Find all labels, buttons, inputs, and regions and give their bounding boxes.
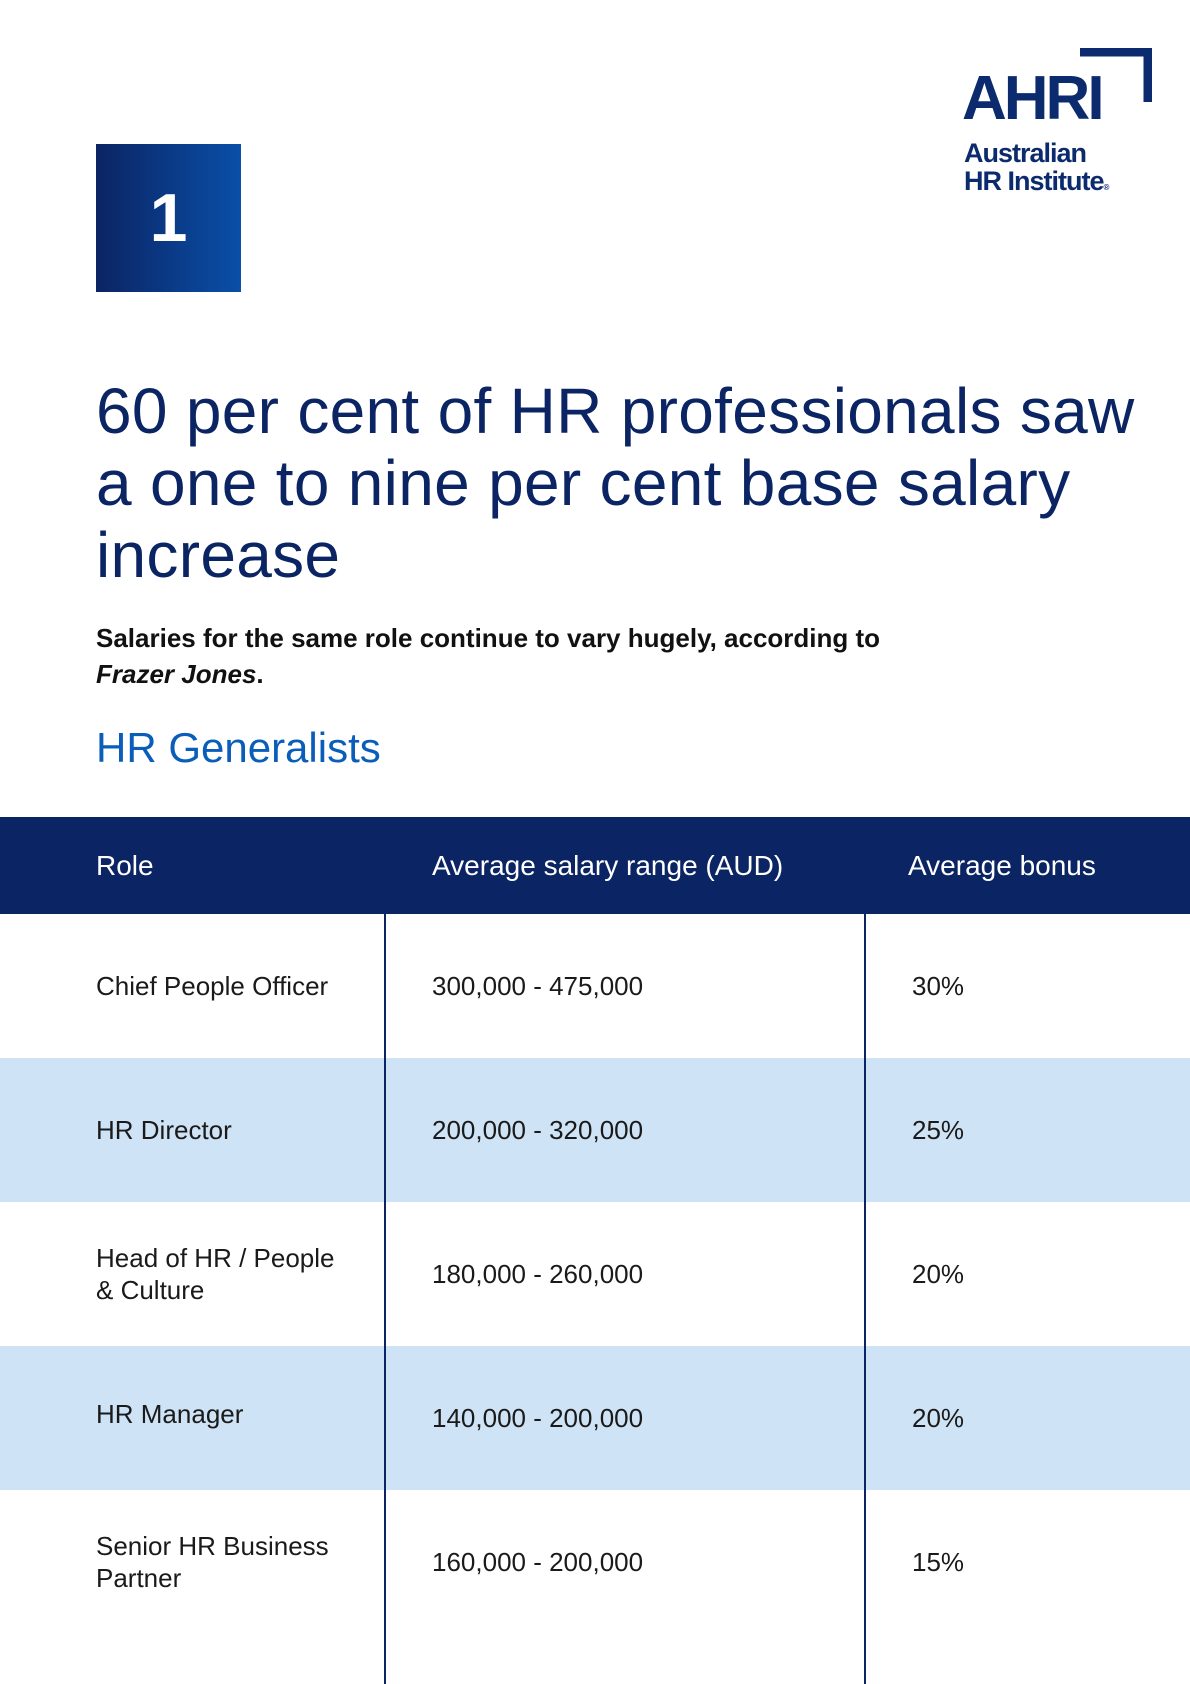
cell-salary: 300,000 - 475,000: [432, 971, 644, 1001]
cell-role: HR Manager: [96, 1399, 244, 1429]
header-role: Role: [96, 849, 154, 881]
source-name: Frazer Jones: [96, 659, 257, 689]
cell-salary: 140,000 - 200,000: [432, 1403, 644, 1433]
cell-bonus: 25%: [912, 1115, 965, 1145]
column-divider: [864, 817, 866, 1684]
section-number-box: [96, 144, 241, 292]
table-row: [0, 1490, 1190, 1634]
table-header: [0, 817, 1190, 914]
header-bonus: Average bonus: [908, 849, 1096, 881]
cell-salary: 160,000 - 200,000: [432, 1547, 644, 1577]
section-title: HR Generalists: [96, 724, 381, 771]
cell-role: Chief People Officer: [96, 971, 329, 1001]
cell-bonus: 15%: [912, 1547, 965, 1577]
header-salary: Average salary range (AUD): [432, 849, 784, 881]
table-row: [0, 1346, 1190, 1490]
table-row: [0, 1202, 1190, 1346]
column-divider: [384, 817, 386, 1684]
cell-bonus: 20%: [912, 1259, 965, 1289]
cell-role: Head of HR / People & Culture: [96, 1243, 335, 1305]
table-row: [0, 1058, 1190, 1202]
salary-table: [0, 817, 1190, 1684]
subheading-end: .: [256, 659, 264, 689]
logo-text-line2: [964, 168, 1109, 195]
cell-bonus: 30%: [912, 971, 965, 1001]
cell-bonus: 20%: [912, 1403, 965, 1433]
logo-mark: AHRI: [962, 64, 1102, 133]
ahri-logo: [962, 48, 1152, 198]
cell-salary: 200,000 - 320,000: [432, 1115, 644, 1145]
headline: 60 per cent of HR professionals saw a one to nine per cent base salary increase: [96, 375, 1135, 591]
table-row: [0, 914, 1190, 1058]
section-number: 1: [149, 180, 188, 256]
logo-text-line1: Australian: [964, 138, 1087, 168]
subheading-text: Salaries for the same role continue to vary hugely, according to: [96, 623, 881, 653]
cell-role: Senior HR Business Partner: [96, 1531, 329, 1593]
cell-salary: 180,000 - 260,000: [432, 1259, 644, 1289]
subheading: [96, 620, 896, 692]
logo-text-line2-label: HR Institute: [964, 166, 1104, 196]
cell-role: HR Director: [96, 1115, 232, 1145]
registered-mark: ®: [1103, 183, 1110, 192]
